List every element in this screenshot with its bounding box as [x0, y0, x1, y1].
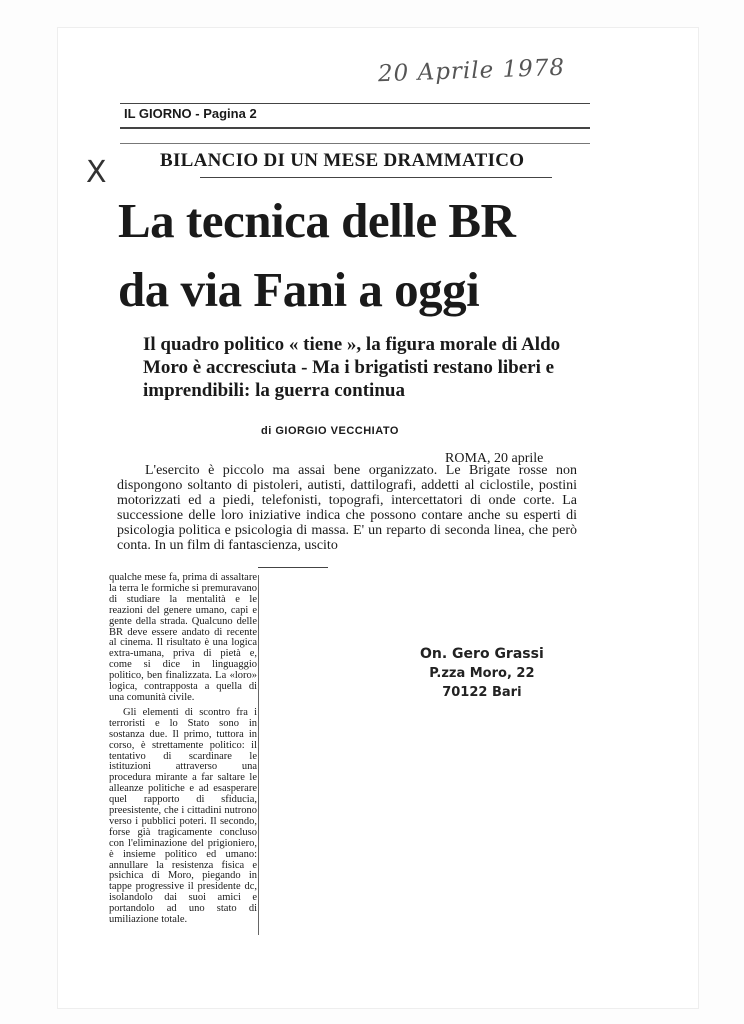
newspaper-header: IL GIORNO - Pagina 2	[124, 106, 257, 121]
column-divider	[258, 575, 259, 935]
article-title-line2: da via Fani a oggi	[118, 262, 480, 317]
column-paragraph-1: qualche mese fa, prima di assaltare la terra le formiche si premuravano di studiare la mentalità e le reazioni del genere umano, capi e gente della strada. Qualcuno delle BR deve essere andato di recente al cinema. Il risultato è una logica extra-umana, priva di pietà e, come si dice in linguaggio politico, ben finalizzata. La «loro» logica, contrapposta a quella di una comunità civile.	[109, 572, 257, 703]
article-column	[109, 573, 257, 930]
column-paragraph-2: Gli elementi di scontro fra i terroristi e lo Stato sono in sostanza due. Il primo, tuttora in corso, è strettamente politico: il tentativo di scardinare le istituzioni attraverso una procedura mirante a far saltare le alleanze politiche e ad esasperare quel rapporto di sfiducia, preesistente, che i cittadini nutrono verso i pubblici poteri. Il secondo, forse già tragicamente concluso con l'eliminazione del prigioniero, è insieme politico ed umano: annullare la resistenza fisica e psichica di Moro, piegando in tappe progressive il presidente dc, isolandolo dai suoi amici e portandolo ad uno stato di umiliazione totale.	[109, 706, 257, 926]
article-subtitle: Il quadro politico « tiene », la figura morale di Aldo Moro è accresciuta - Ma i brigatisti restano liberi e imprendibili: la guerra continua	[143, 334, 561, 401]
header-rule-top	[120, 103, 590, 104]
article-title-line1: La tecnica delle BR	[118, 193, 516, 248]
stamp-street: P.zza Moro, 22	[429, 666, 535, 681]
article-lead	[117, 463, 577, 553]
handwritten-mark: X	[86, 155, 107, 190]
header-rule-thin	[120, 143, 590, 144]
article-byline: di GIORGIO VECCHIATO	[261, 425, 399, 437]
lead-paragraph: L'esercito è piccolo ma assai bene organizzato. Le Brigate rosse non dispongono soltanto di pistoleri, autisti, dattilografi, addetti al ciclostile, postini motorizzati ed a piedi, telefonisti, topografi, intercettatori di onde corte. La successione delle loro iniziative indica che possono contare anche su esperti di psicologia politica e psicologia di massa. E' un reparto di seconda linea, che però conta. In un film di fantascienza, uscito	[117, 463, 577, 553]
stamp-city: 70122 Bari	[442, 685, 522, 700]
header-rule-bottom	[120, 127, 590, 129]
article-kicker: BILANCIO DI UN MESE DRAMMATICO	[160, 150, 525, 171]
handwritten-date: 20 Aprile 1978	[377, 54, 566, 88]
stamp-name: On. Gero Grassi	[420, 646, 544, 662]
kicker-underline	[200, 177, 552, 178]
lead-rule	[258, 567, 328, 568]
article-dateline: ROMA, 20 aprile	[445, 451, 544, 466]
address-stamp	[420, 645, 544, 702]
